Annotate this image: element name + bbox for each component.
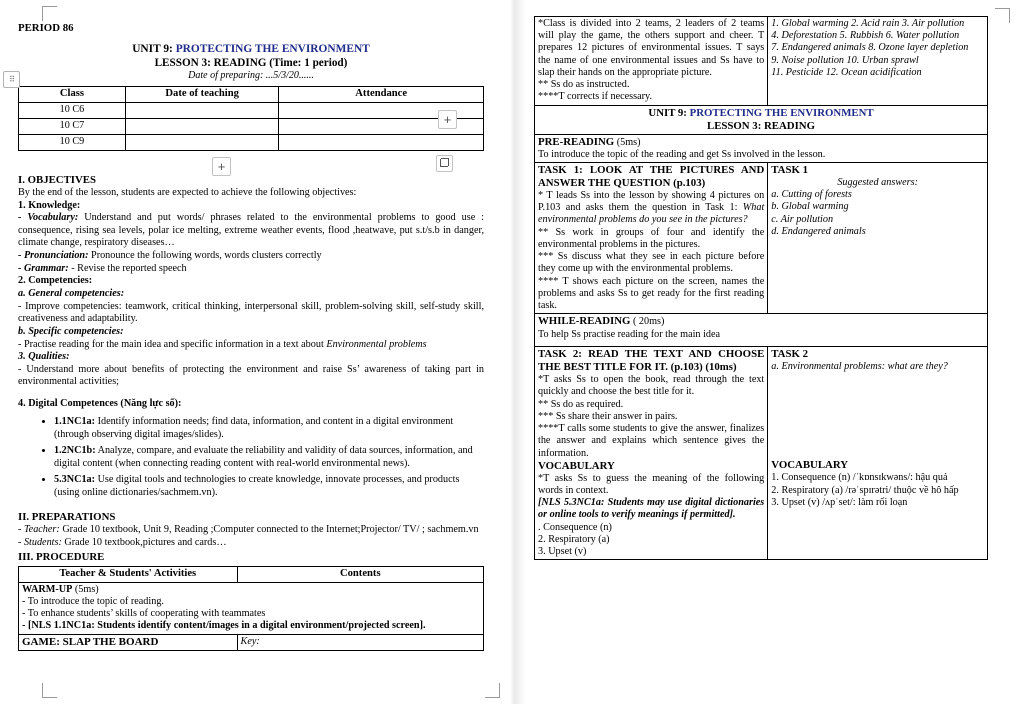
crop-mark-bottom-left bbox=[42, 683, 57, 698]
cell-date[interactable] bbox=[125, 118, 278, 134]
warmup-nls-note: - [NLS 1.1NC1a: Students identify content/images in a digital environment/projected screen]. bbox=[22, 620, 426, 632]
column-header-contents: Contents bbox=[237, 567, 483, 583]
digital-text: Use digital tools and technologies to create knowledge, innovate processes, and products (using online dictionaries/sachmem.vn). bbox=[54, 473, 460, 498]
table-row[interactable] bbox=[535, 347, 988, 560]
plus-icon: + bbox=[217, 159, 226, 174]
cell-pre-reading[interactable] bbox=[535, 134, 988, 162]
task2-answer-text: a. Environmental problems: what are they? bbox=[771, 361, 948, 373]
game-instruction-line: *Class is divided into 2 teams, 2 leaders of 2 teams will play the game, the others support and cheer. T prepares 12 pictures of environmental issues. T says the name of one environmental issues and Ss have to slap their hands on the appropriate picture. bbox=[538, 18, 765, 78]
specific-text-plain: - Practise reading for the main idea and specific information in a text about bbox=[18, 338, 327, 350]
add-row-button[interactable] bbox=[438, 110, 457, 129]
digital-code: 5.3NC1a: bbox=[54, 473, 96, 485]
table-move-handle[interactable] bbox=[3, 71, 20, 88]
cell-while-reading[interactable] bbox=[535, 314, 988, 347]
unit-heading bbox=[18, 42, 484, 56]
period-title: PERIOD 86 bbox=[18, 22, 74, 34]
table-row[interactable] bbox=[19, 634, 484, 650]
page-right bbox=[526, 0, 1018, 704]
unit-title: PROTECTING THE ENVIRONMENT bbox=[689, 106, 874, 119]
pre-reading-title-line bbox=[538, 136, 984, 149]
grammar-text: - Revise the reported speech bbox=[68, 262, 187, 274]
while-reading-title-line bbox=[538, 315, 984, 328]
vocabulary-title-right: VOCABULARY bbox=[771, 459, 849, 472]
digital-competences-heading: 4. Digital Competences (Năng lực số): bbox=[18, 398, 182, 410]
vocabulary-intro: *T asks Ss to guess the meaning of the following words in context. bbox=[538, 472, 765, 496]
students-text: Grade 10 textbook,pictures and cards… bbox=[61, 537, 227, 549]
task1-answer-title: TASK 1 bbox=[771, 164, 808, 177]
date-of-preparing: Date of preparing: ...5/3/20...... bbox=[188, 70, 314, 82]
procedure-heading: III. PROCEDURE bbox=[18, 550, 105, 563]
crop-mark-top-left bbox=[42, 6, 57, 21]
vocabulary-text: Understand and put words/ phrases related to the environmental problems to good use : consequence, rising sea levels, polar ice melting, extreme weather events, flood ,heatwave, put s.t/s.b in danger, climate change, respiratory diseases… bbox=[18, 212, 484, 249]
pre-reading-time: (5ms) bbox=[614, 136, 641, 148]
pronunciation-label: - Pronunciation: bbox=[18, 250, 89, 262]
vocabulary-title-left: VOCABULARY bbox=[538, 459, 615, 472]
page-gutter bbox=[510, 0, 526, 704]
table-row[interactable] bbox=[19, 582, 484, 634]
task1-answer-item: c. Air pollution bbox=[771, 213, 834, 225]
teacher-label: - Teacher: bbox=[18, 524, 60, 536]
cell-unit-banner[interactable] bbox=[535, 105, 988, 134]
pronunciation-objective bbox=[18, 250, 484, 263]
warmup-line: - To enhance students’ skills of cooperating with teammates bbox=[22, 608, 266, 620]
warmup-time: (5ms) bbox=[72, 583, 99, 595]
cell-game-label[interactable]: GAME: SLAP THE BOARD bbox=[19, 634, 238, 650]
table-resize-handle[interactable] bbox=[436, 155, 453, 172]
table-row[interactable] bbox=[19, 118, 484, 134]
task1-answer-item: b. Global warming bbox=[771, 201, 849, 213]
list-item bbox=[54, 415, 484, 441]
vocabulary-nls-note: [NLS 5.3NC1a: Students may use digital dictionaries or online tools to verify meanings if permitted]. bbox=[538, 497, 765, 521]
task2-answer-title: TASK 2 bbox=[771, 348, 808, 361]
unit-title: PROTECTING THE ENVIRONMENT bbox=[175, 43, 370, 56]
students-label: - Students: bbox=[18, 537, 62, 549]
crop-mark-top-right bbox=[995, 8, 1010, 23]
while-reading-time: ( 20ms) bbox=[630, 316, 665, 328]
while-reading-aim: To help Ss practise reading for the main idea bbox=[538, 328, 721, 340]
lesson-heading: LESSON 3: READING (Time: 1 period) bbox=[154, 56, 348, 69]
table-row[interactable] bbox=[535, 163, 988, 314]
task1-answer-subtitle: Suggested answers: bbox=[837, 176, 918, 188]
task1-title: TASK 1: LOOK AT THE PICTURES AND ANSWER THE QUESTION (p.103) bbox=[538, 164, 765, 189]
teacher-text: Grade 10 textbook, Unit 9, Reading ;Computer connected to the Internet;Projector/ TV/ ; sachmem.vn bbox=[59, 524, 479, 536]
game-answer-line: 7. Endangered animals 8. Ozone layer depletion bbox=[771, 42, 969, 54]
list-item bbox=[54, 473, 484, 499]
vocabulary-entry: 1. Consequence (n) /ˈkɒnsɪkwəns/: hậu quả bbox=[771, 472, 948, 484]
crop-mark-bottom-right bbox=[485, 683, 500, 698]
task1-answer-item: a. Cutting of forests bbox=[771, 189, 852, 201]
task1-question: What environmental problems do you see in the pictures? bbox=[538, 202, 765, 226]
game-instruction-line: ****T corrects if necessary. bbox=[538, 91, 652, 103]
cell-game-key[interactable]: Key: bbox=[237, 634, 483, 650]
cell-class[interactable]: 10 C9 bbox=[19, 134, 126, 150]
plus-icon: + bbox=[443, 112, 452, 127]
vocabulary-word: 2. Respiratory (a) bbox=[538, 533, 610, 545]
table-header-row bbox=[19, 86, 484, 102]
digital-text: Analyze, compare, and evaluate the reliability and validity of data sources, information, and digital content (when connecting reading content with real-world environmental news). bbox=[54, 444, 473, 469]
warmup-line: - To introduce the topic of reading. bbox=[22, 596, 164, 608]
digital-competences-list bbox=[18, 415, 484, 499]
unit-prefix: UNIT 9: bbox=[648, 106, 687, 119]
game-answer-line: 9. Noise pollution 10. Urban sprawl bbox=[771, 54, 919, 66]
cell-task2-activities[interactable] bbox=[535, 347, 768, 560]
task1-step-1 bbox=[538, 190, 764, 227]
procedure-table[interactable] bbox=[18, 566, 484, 651]
vocabulary-word: 3. Upset (v) bbox=[538, 546, 587, 558]
specific-competencies-label: b. Specific competencies: bbox=[18, 325, 124, 337]
game-instruction-line: ** Ss do as instructed. bbox=[538, 79, 630, 91]
table-row[interactable] bbox=[19, 134, 484, 150]
cell-attendance[interactable] bbox=[279, 134, 484, 150]
answer-spacer bbox=[771, 373, 984, 459]
grid-dots-icon: ⠿ bbox=[9, 74, 14, 84]
lesson-heading: LESSON 3: READING bbox=[707, 119, 815, 132]
game-answer-line: 4. Deforestation 5. Rubbish 6. Water pollution bbox=[771, 30, 960, 42]
task2-step-1: *T asks Ss to open the book, read through the text quickly and choose the best title for it. bbox=[538, 374, 765, 398]
objectives-intro: By the end of the lesson, students are expected to achieve the following objectives: bbox=[18, 186, 357, 198]
table-row[interactable] bbox=[19, 102, 484, 118]
general-competencies-text: - Improve competencies: teamwork, critical thinking, interpersonal skill, problem-solving skill, self-study skill, creativeness and adaptability. bbox=[18, 300, 484, 325]
cell-task2-answers[interactable] bbox=[768, 347, 988, 560]
teacher-preparation bbox=[18, 524, 484, 537]
warmup-title-line bbox=[22, 584, 480, 596]
task2-step-4: ****T calls some students to give the answer, finalizes the answer and explains which sentence gives the information. bbox=[538, 423, 765, 459]
qualities-label: 3. Qualities: bbox=[18, 351, 70, 363]
class-table[interactable] bbox=[18, 86, 484, 151]
right-procedure-table[interactable] bbox=[534, 16, 988, 560]
table-row[interactable] bbox=[535, 105, 988, 134]
vocabulary-label: - Vocabulary: bbox=[18, 212, 79, 224]
game-answer-line: 11. Pesticide 12. Ocean acidification bbox=[771, 66, 922, 78]
cell-task1-answers[interactable] bbox=[768, 163, 988, 314]
task1-step-2: ** Ss work in groups of four and identify the environmental problems in the pictures. bbox=[538, 226, 765, 250]
table-row[interactable] bbox=[535, 314, 988, 347]
table-row[interactable] bbox=[535, 134, 988, 162]
general-competencies-label: a. General competencies: bbox=[18, 288, 125, 299]
cell-class[interactable]: 10 C6 bbox=[19, 102, 126, 118]
students-preparation bbox=[18, 537, 484, 550]
column-header-attendance: Attendance bbox=[279, 86, 484, 102]
task1-step1-plain: * T leads Ss into the lesson by showing 4 pictures on P.103 and asks them the question in Task 1: bbox=[538, 189, 765, 214]
cell-class[interactable]: 10 C7 bbox=[19, 118, 126, 134]
cell-task1-activities[interactable] bbox=[535, 163, 768, 314]
specific-competencies-text bbox=[18, 339, 484, 352]
column-header-class: Class bbox=[19, 86, 126, 102]
specific-text-italic: Environmental problems bbox=[326, 338, 427, 350]
unit-heading bbox=[538, 107, 984, 120]
unit-prefix: UNIT 9: bbox=[132, 43, 173, 56]
cell-date[interactable] bbox=[125, 102, 278, 118]
preparations-heading: II. PREPARATIONS bbox=[18, 511, 116, 524]
game-answer-line: 1. Global warming 2. Acid rain 3. Air pollution bbox=[771, 18, 965, 29]
task1-step-3: *** Ss discuss what they see in each picture before they come up with the environmental problems. bbox=[538, 251, 765, 275]
cell-game-answers[interactable] bbox=[768, 17, 988, 106]
vocabulary-entry: 2. Respiratory (a) /rəˈspɪrətri/ thuộc về hô hấp bbox=[771, 484, 959, 496]
vocabulary-entry: 3. Upset (v) /ʌpˈset/: làm rối loạn bbox=[771, 496, 908, 508]
table-row[interactable] bbox=[535, 17, 988, 106]
grammar-label: - Grammar: bbox=[18, 262, 69, 274]
pre-reading-aim: To introduce the topic of the reading and get Ss involved in the lesson. bbox=[538, 148, 826, 160]
warmup-title: WARM-UP bbox=[22, 583, 73, 595]
list-item bbox=[54, 444, 484, 470]
vocabulary-objective bbox=[18, 212, 484, 250]
qualities-text: - Understand more about benefits of protecting the environment and raise Ss’ awareness of taking part in environmental activities; bbox=[18, 363, 484, 388]
cell-warmup[interactable] bbox=[19, 582, 484, 634]
knowledge-heading: 1. Knowledge: bbox=[18, 199, 81, 211]
column-header-date: Date of teaching bbox=[125, 86, 278, 102]
competencies-heading: 2. Competencies: bbox=[18, 275, 93, 287]
task2-step-3: *** Ss share their answer in pairs. bbox=[538, 410, 678, 422]
cell-date[interactable] bbox=[125, 134, 278, 150]
vocabulary-word: . Consequence (n) bbox=[538, 521, 612, 533]
column-header-activities: Teacher & Students' Activities bbox=[19, 567, 238, 583]
cell-game-instructions[interactable] bbox=[535, 17, 768, 106]
while-reading-title: WHILE-READING bbox=[538, 315, 631, 328]
task1-answer-item: d. Endangered animals bbox=[771, 225, 866, 237]
digital-text: Identify information needs; find data, information, and content in a digital environment (through observing digital images/slides). bbox=[54, 415, 454, 440]
grammar-objective bbox=[18, 263, 484, 276]
table-header-row bbox=[19, 567, 484, 583]
digital-code: 1.2NC1b: bbox=[54, 444, 96, 456]
add-column-button[interactable] bbox=[212, 157, 231, 176]
digital-code: 1.1NC1a: bbox=[54, 415, 96, 427]
task2-step-2: ** Ss do as required. bbox=[538, 398, 624, 410]
pronunciation-text: Pronounce the following words, words clusters correctly bbox=[88, 250, 322, 262]
objectives-heading: I. OBJECTIVES bbox=[18, 173, 97, 186]
task1-step-4: **** T shows each picture on the screen, names the problems and asks Ss to get ready for the first reading task. bbox=[538, 275, 765, 312]
task2-title: TASK 2: READ THE TEXT AND CHOOSE THE BEST TITLE FOR IT. (p.103) (10ms) bbox=[538, 348, 765, 374]
pre-reading-title: PRE-READING bbox=[538, 135, 615, 148]
